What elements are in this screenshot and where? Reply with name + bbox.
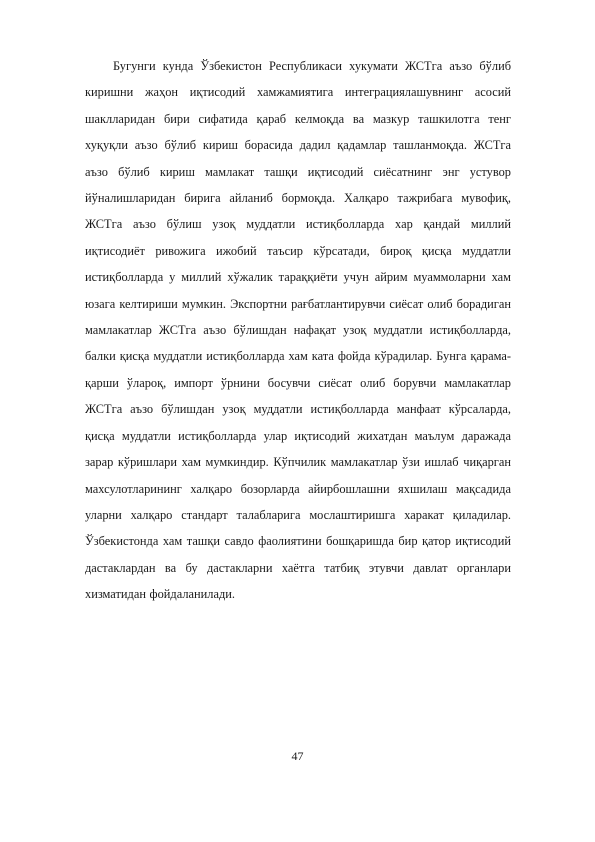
body-paragraph: Бугунги кунда Ўзбекистон Республикаси хукумати ЖСТга аъзо бўлиб киришни жаҳон иқтисодий хамжамиятига интеграциялашувнинг асосий шаклларидан бири сифатида қараб келмоқда ва мазкур ташкилотга тенг хуқуқли аъзо бўлиб кириш борасида дадил қадамлар ташланмоқда. ЖСТга аъзо бўлиб кириш мамлакат ташқи иқтисодий сиёсатнинг энг устувор йўналишларидан бирига айланиб бормоқда. Халқаро тажрибага мувофиқ, ЖСТга аъзо бўлиш узоқ муддатли истиқболларда хар қандай миллий иқтисодиёт ривожига ижобий таъсир кўрсатади, бироқ қисқа муддатли истиқболларда у миллий хўжалик тараққиёти учун айрим муаммоларни хам юзага келтириши мумкин. Экспортни рағбатлантирувчи сиёсат олиб борадиган мамлакатлар ЖСТга аъзо бўлишдан нафақат узоқ муддатли истиқболларда, балки қисқа муддатли истиқболларда хам ката фойда кўрадилар. Бунга қарама-қарши ўлароқ, импорт ўрнини босувчи сиёсат олиб борувчи мамлакатлар ЖСТга аъзо бўлишдан узоқ муддатли истиқболларда манфаат кўрсаларда, қисқа муддатли истиқболларда улар иқтисодий жихатдан маълум даражада зарар кўришлари хам мумкиндир. Кўпчилик мамлакатлар ўзи ишлаб чиқарган махсулотларининг халқаро бозорларда айирбошлашни яхшилаш мақсадида уларни халқаро стандарт талабларига мослаштиришга харакат қиладилар. Ўзбекистонда хам ташқи савдо фаолиятини бошқаришда бир қатор иқтисодий дастаклардан ва бу дастакларни хаётга татбиқ этувчи давлат органлари хизматидан фойдаланилади. xyxy=(85,59,511,602)
page-number: 47 xyxy=(291,749,304,763)
